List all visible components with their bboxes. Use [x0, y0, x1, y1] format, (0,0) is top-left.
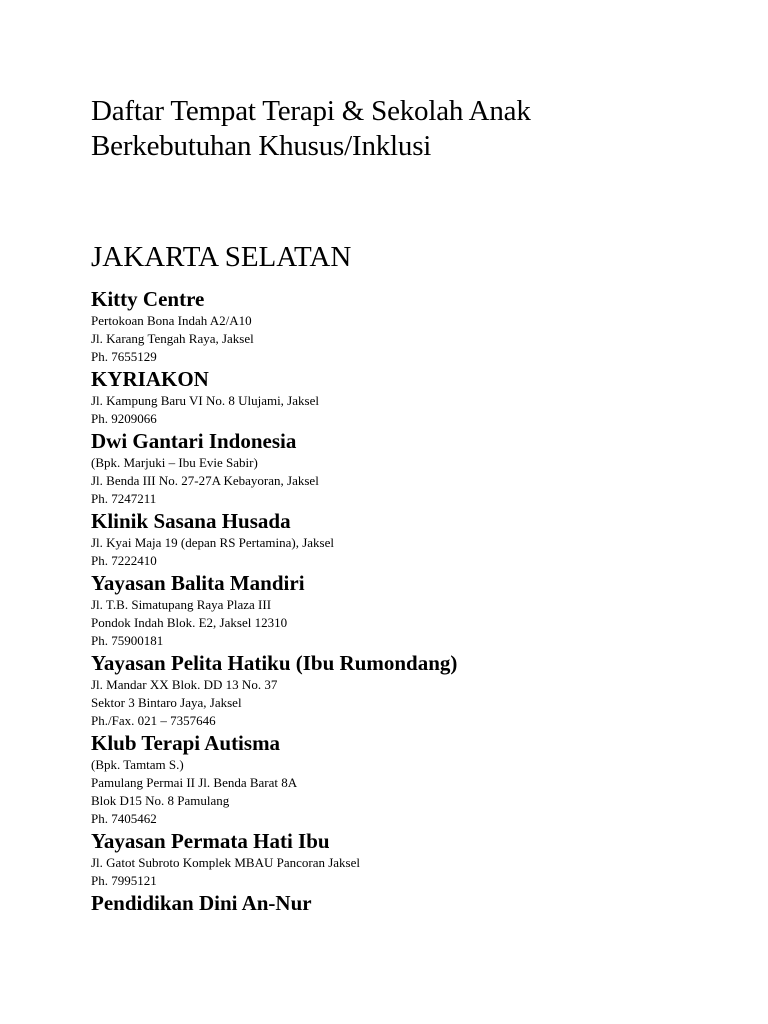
- entry-detail-line: Jl. Kyai Maja 19 (depan RS Pertamina), Jaksel: [91, 535, 334, 550]
- entry-detail-line: (Bpk. Marjuki – Ibu Evie Sabir): [91, 455, 258, 470]
- list-item: [91, 366, 751, 428]
- entry-detail-line: Ph. 7222410: [91, 553, 157, 568]
- entry-detail-line: Pamulang Permai II Jl. Benda Barat 8A: [91, 775, 298, 790]
- entry-name: Kitty Centre: [91, 287, 205, 311]
- document-title: [91, 94, 751, 164]
- list-item: [91, 570, 751, 650]
- entry-detail-line: Jl. Karang Tengah Raya, Jaksel: [91, 331, 254, 346]
- entry-list: [91, 286, 751, 916]
- list-item: [91, 828, 751, 890]
- document-page: [91, 94, 751, 916]
- list-item: [91, 428, 751, 508]
- entry-detail-line: Ph. 9209066: [91, 411, 157, 426]
- entry-detail-line: Jl. Mandar XX Blok. DD 13 No. 37: [91, 677, 278, 692]
- entry-detail-line: Jl. T.B. Simatupang Raya Plaza III: [91, 597, 272, 612]
- list-item: [91, 286, 751, 366]
- entry-detail-line: Ph. 75900181: [91, 633, 164, 648]
- entry-detail-line: Jl. Benda III No. 27-27A Kebayoran, Jaksel: [91, 473, 319, 488]
- entry-detail-line: Pondok Indah Blok. E2, Jaksel 12310: [91, 615, 288, 630]
- entry-detail-line: Sektor 3 Bintaro Jaya, Jaksel: [91, 695, 242, 710]
- region-heading: JAKARTA SELATAN: [91, 241, 352, 273]
- list-item: [91, 508, 751, 570]
- entry-name: KYRIAKON: [91, 367, 209, 391]
- entry-detail-line: Pertokoan Bona Indah A2/A10: [91, 313, 252, 328]
- entry-detail-line: (Bpk. Tamtam S.): [91, 757, 184, 772]
- entry-detail-line: Ph./Fax. 021 – 7357646: [91, 713, 216, 728]
- entry-name: Klinik Sasana Husada: [91, 509, 291, 533]
- entry-name: Pendidikan Dini An-Nur: [91, 891, 312, 915]
- entry-detail-line: Ph. 7655129: [91, 349, 157, 364]
- entry-detail-line: Ph. 7247211: [91, 491, 157, 506]
- entry-name: Klub Terapi Autisma: [91, 731, 281, 755]
- document-title-line-1: Daftar Tempat Terapi & Sekolah Anak: [91, 95, 531, 127]
- entry-detail-line: Jl. Kampung Baru VI No. 8 Ulujami, Jaksel: [91, 393, 319, 408]
- entry-name: Yayasan Permata Hati Ibu: [91, 829, 330, 853]
- document-title-line-2: Berkebutuhan Khusus/Inklusi: [91, 130, 432, 162]
- entry-detail-line: Ph. 7995121: [91, 873, 157, 888]
- list-item: [91, 650, 751, 730]
- entry-detail-line: Jl. Gatot Subroto Komplek MBAU Pancoran Jaksel: [91, 855, 361, 870]
- entry-name: Yayasan Balita Mandiri: [91, 571, 305, 595]
- list-item: [91, 730, 751, 828]
- entry-detail-line: Ph. 7405462: [91, 811, 157, 826]
- entry-name: Yayasan Pelita Hatiku (Ibu Rumondang): [91, 651, 458, 675]
- entry-name: Dwi Gantari Indonesia: [91, 429, 297, 453]
- entry-detail-line: Blok D15 No. 8 Pamulang: [91, 793, 230, 808]
- list-item: [91, 890, 751, 916]
